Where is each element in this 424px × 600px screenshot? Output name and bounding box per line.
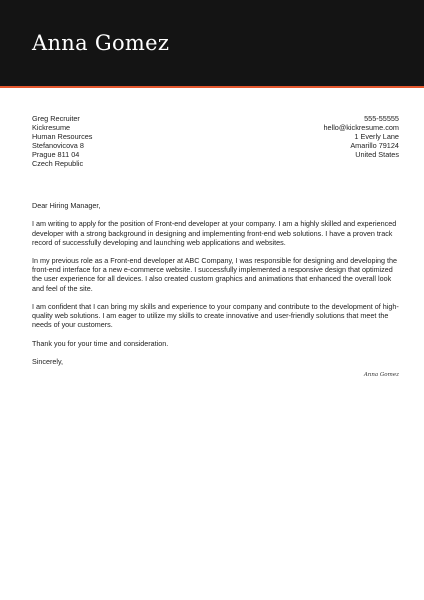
recipient-city: Prague 811 04 [32,150,80,160]
recipient-street: Stefanovicova 8 [32,141,84,151]
sender-phone: 555-55555 [364,114,399,123]
recipient-company: Kickresume [32,123,71,133]
letter-paragraph: I am writing to apply for the position of Front-end developer at your company. I am a highly skilled and experienced developer with a strong background in designing and implementing front-end web solutions. I have a proven track record of successfully developing and launching web applications and websites. [32,219,397,247]
header-banner [0,0,424,86]
letter-paragraph: Thank you for your time and consideration. [32,338,169,348]
header-accent-rule [0,86,424,88]
handwritten-signature: Anna Gomez [363,372,399,378]
sender-street: 1 Everly Lane [354,132,399,142]
letter-body [32,201,402,375]
sender-city: Amarillo 79124 [350,141,399,151]
sender-contact [219,114,399,159]
recipient-address [32,114,212,169]
sender-country: United States [355,150,399,160]
letter-paragraph: I am confident that I can bring my skills and experience to your company and contribute to the development of high-quality web solutions. I am eager to utilize my skills to create innovative and user-friendly solutions that meet the needs of your customers. [32,301,399,330]
recipient-department: Human Resources [32,132,93,142]
recipient-country: Czech Republic [32,159,84,169]
recipient-name: Greg Recruiter [32,114,80,123]
letter-greeting: Dear Hiring Manager, [32,201,101,210]
letter-paragraph: In my previous role as a Front-end developer at ABC Company, I was responsible for designing and developing the front-end interface for a new e-commerce website. I successfully implemented a responsive design that optimized the user experience for all devices. I also created custom graphics and animations that enhanced the overall look and feel of the site. [32,256,398,293]
sender-email: hello@kickresume.com [323,123,399,133]
applicant-name: Anna Gomez [32,31,170,55]
letter-closing: Sincerely, [32,356,64,366]
